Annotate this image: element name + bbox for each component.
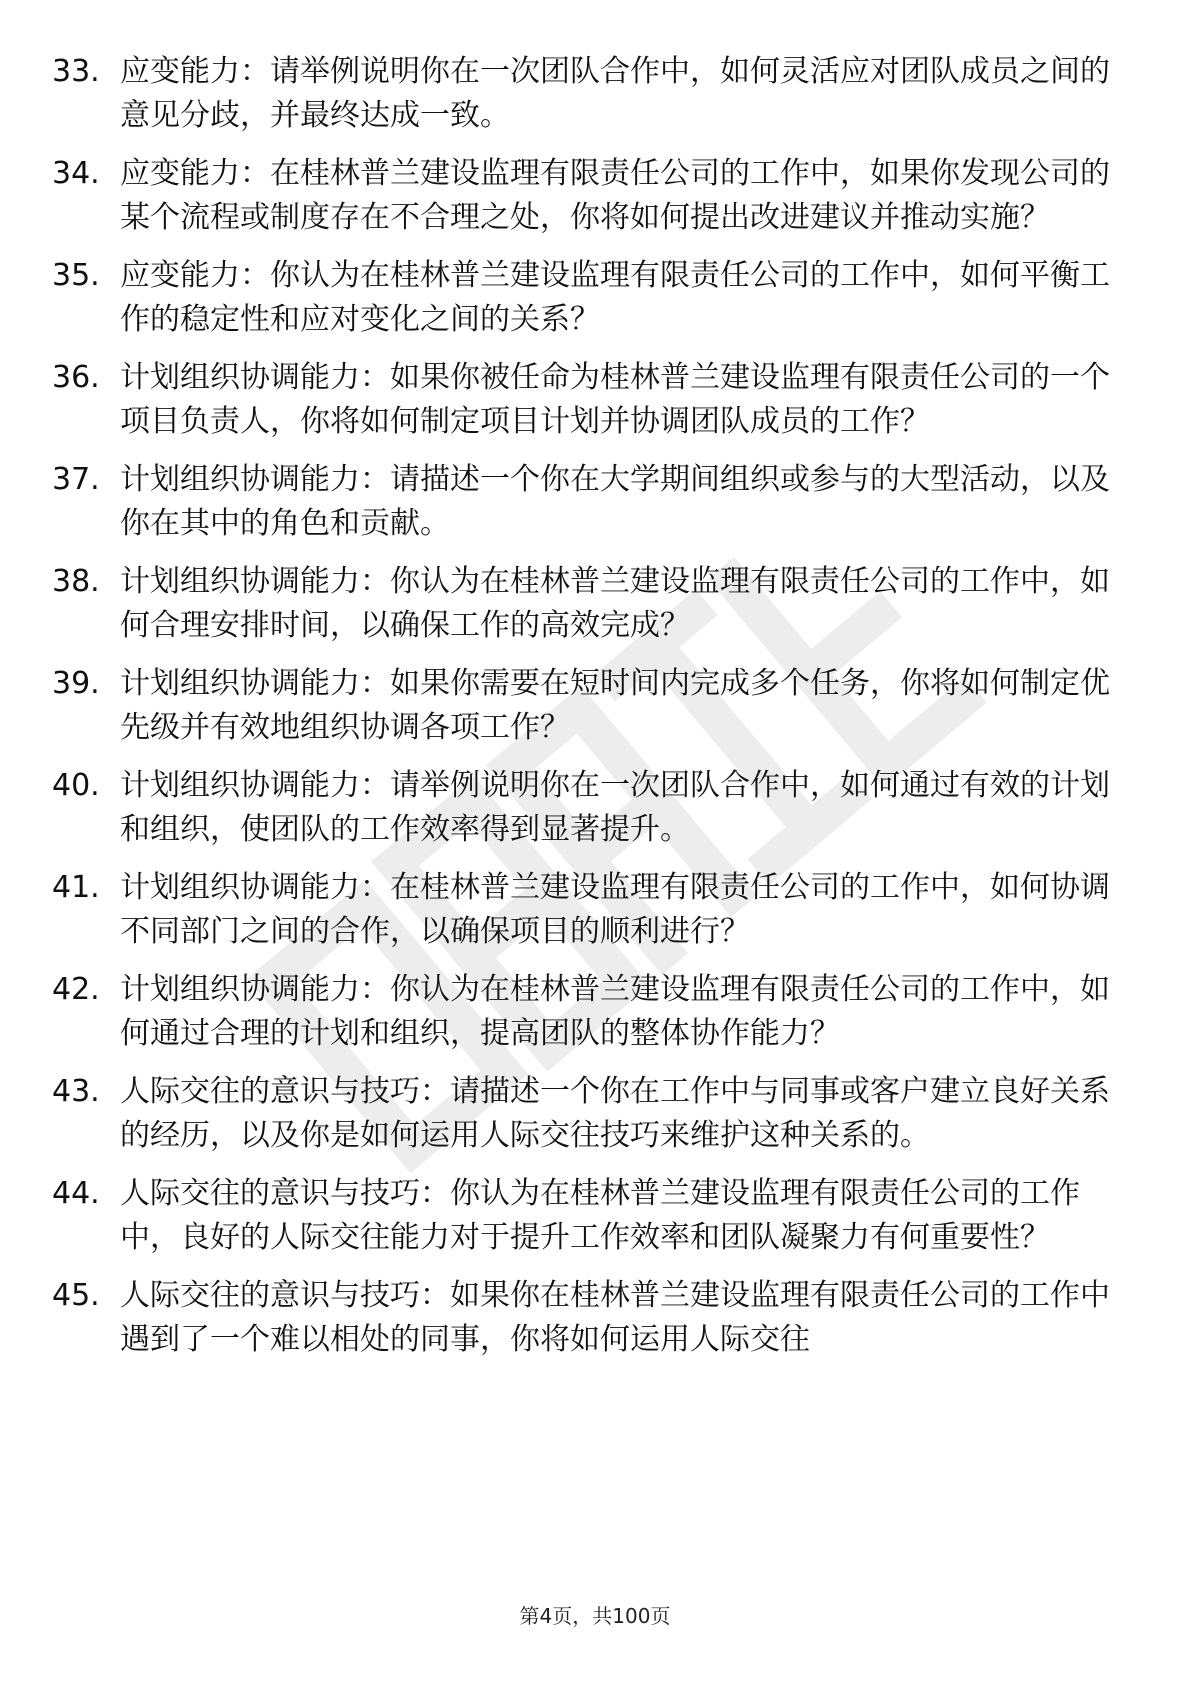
question-text: 计划组织协调能力：请描述一个你在大学期间组织或参与的大型活动，以及你在其中的角色和贡献。 [120,462,1110,541]
page-footer: 第4页，共100页 [519,1604,671,1628]
question-number: 36. [52,360,100,395]
question-number: 33. [52,54,100,89]
question-text: 计划组织协调能力：请举例说明你在一次团队合作中，如何通过有效的计划和组织，使团队的工作效率得到显著提升。 [120,768,1110,847]
question-text: 人际交往的意识与技巧：如果你在桂林普兰建设监理有限责任公司的工作中遇到了一个难以相处的同事，你将如何运用人际交往 [120,1278,1110,1357]
question-item [52,50,1132,138]
question-item [52,254,1132,342]
question-text: 人际交往的意识与技巧：请描述一个你在工作中与同事或客户建立良好关系的经历，以及你是如何运用人际交往技巧来维护这种关系的。 [120,1074,1110,1153]
question-text: 应变能力：你认为在桂林普兰建设监理有限责任公司的工作中，如何平衡工作的稳定性和应对变化之间的关系？ [120,258,1110,337]
question-item [52,662,1132,750]
question-text: 应变能力：在桂林普兰建设监理有限责任公司的工作中，如果你发现公司的某个流程或制度存在不合理之处，你将如何提出改进建议并推动实施？ [120,156,1110,235]
question-number: 42. [52,972,100,1007]
question-item [52,458,1132,546]
question-number: 40. [52,768,100,803]
question-text: 计划组织协调能力：如果你需要在短时间内完成多个任务，你将如何制定优先级并有效地组织协调各项工作？ [120,666,1110,745]
question-number: 41. [52,870,100,905]
question-number: 45. [52,1278,100,1313]
question-text: 计划组织协调能力：你认为在桂林普兰建设监理有限责任公司的工作中，如何通过合理的计划和组织，提高团队的整体协作能力？ [120,972,1110,1051]
question-item [52,1172,1132,1260]
question-number: 43. [52,1074,100,1109]
question-text: 应变能力：请举例说明你在一次团队合作中，如何灵活应对团队成员之间的意见分歧，并最终达成一致。 [120,54,1110,133]
question-number: 38. [52,564,100,599]
question-list [52,50,1132,1376]
question-number: 44. [52,1176,100,1211]
question-text: 计划组织协调能力：在桂林普兰建设监理有限责任公司的工作中，如何协调不同部门之间的合作，以确保项目的顺利进行？ [120,870,1110,949]
question-item [52,1070,1132,1158]
question-item [52,152,1132,240]
question-item [52,866,1132,954]
question-item [52,356,1132,444]
question-item [52,560,1132,648]
question-item [52,764,1132,852]
question-number: 39. [52,666,100,701]
question-text: 计划组织协调能力：如果你被任命为桂林普兰建设监理有限责任公司的一个项目负责人，你将如何制定项目计划并协调团队成员的工作？ [120,360,1110,439]
question-item [52,968,1132,1056]
question-number: 37. [52,462,100,497]
question-number: 35. [52,258,100,293]
question-text: 计划组织协调能力：你认为在桂林普兰建设监理有限责任公司的工作中，如何合理安排时间，以确保工作的高效完成？ [120,564,1110,643]
question-text: 人际交往的意识与技巧：你认为在桂林普兰建设监理有限责任公司的工作中，良好的人际交往能力对于提升工作效率和团队凝聚力有何重要性？ [120,1176,1080,1255]
question-item [52,1274,1132,1362]
question-number: 34. [52,156,100,191]
